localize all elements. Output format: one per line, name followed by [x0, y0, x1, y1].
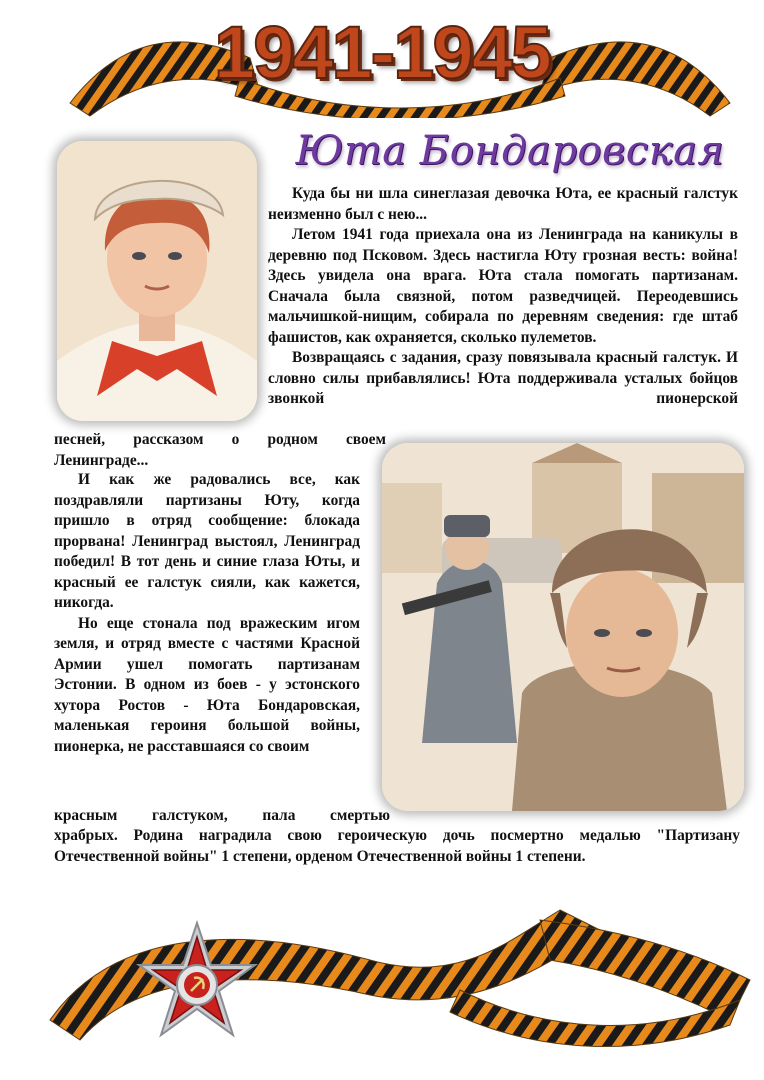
text-column-top — [268, 184, 738, 410]
paragraph-blockade: И как же радовались все, как поздравляли партизаны Юту, когда пришло в отряд сообщение: блокада прорвана! Ленинград выстоял, Ленинград победил! В тот день и синие глаза Юты, и красный ее галстук сияли, как кажется, никогда. — [54, 471, 360, 611]
paragraph-summer-1941: Летом 1941 года приехала она из Ленинграда на каникулы в деревню под Псковом. Здесь настигла Юту грозная весть: война! Здесь увидела она врага. Юта стала помогать партизанам. Сначала была связной, потом разведчицей. Переодевшись мальчишкой-нищим, собирала по деревням сведения: где штаб фашистов, как охраняется, сколько пулеметов. — [268, 226, 738, 346]
text-column-left — [54, 470, 360, 757]
paragraph-award: храбрых. Родина наградила свою героическую дочь посмертно медалью "Партизану Отечественной войны" 1 степени, орденом Отечественной войны 1 степени. — [54, 827, 740, 865]
paragraph-estonia: Но еще стонала под вражеским игом земля, и отряд вместе с частями Красной Армии ушел помогать партизанам Эстонии. В одном из боев - у эстонского хутора Ростов - Юта Бондаровская, маленькая героиня большой войны, пионерка, не расставшаяся со своим — [54, 614, 360, 755]
text-column-bottom — [54, 826, 740, 867]
text-column-song — [54, 430, 386, 471]
paragraph-red-tie: Возвращаясь с задания, сразу повязывала красный галстук. И словно силы прибавлялись! Юта поддерживала усталых бойцов звонкой пионерской — [268, 349, 738, 407]
page-title: Юта Бондаровская — [295, 128, 725, 174]
paragraph-estonia-line: красным галстуком, пала смертью — [54, 807, 390, 824]
text-line-bridge — [54, 806, 390, 827]
paragraph-intro: Куда бы ни шла синеглазая девочка Юта, ее красный галстук неизменно был с нею... — [268, 185, 738, 223]
paragraph-red-tie-cont: песней, рассказом о родном своем Ленинграде... — [54, 431, 386, 469]
portrait-image — [57, 141, 257, 421]
partisans-illustration — [382, 443, 744, 811]
order-of-patriotic-war-icon — [132, 920, 262, 1050]
years-heading: 1941-1945 — [214, 11, 550, 94]
